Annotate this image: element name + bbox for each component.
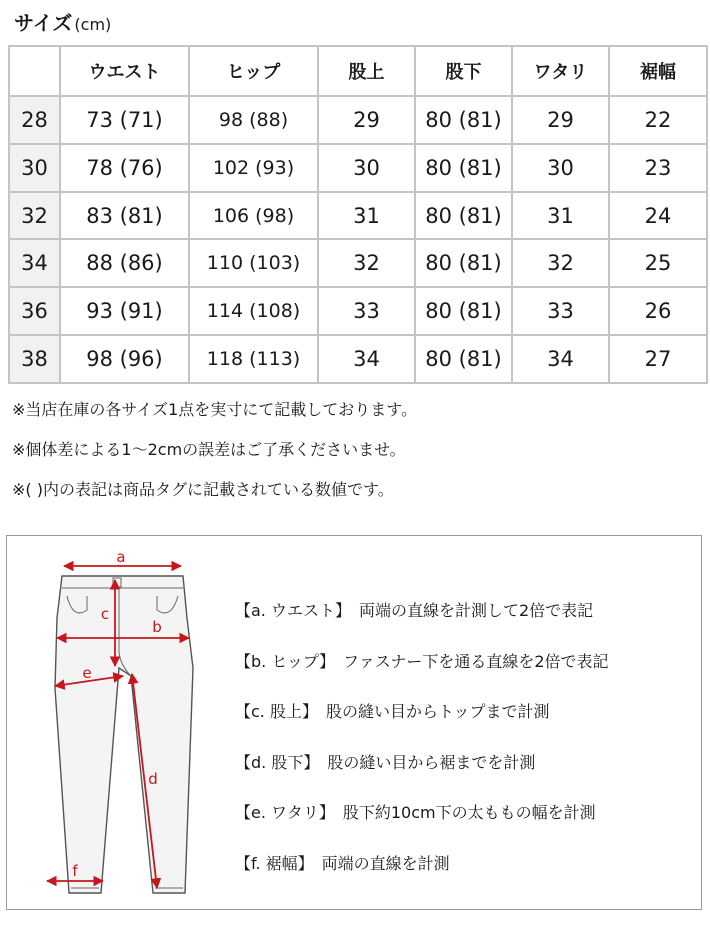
size-table xyxy=(8,45,708,384)
size-label: 28 xyxy=(9,96,60,144)
rise-cell: 29 xyxy=(318,96,415,144)
table-header-hem: 裾幅 xyxy=(609,46,707,96)
rise-cell: 32 xyxy=(318,239,415,287)
label-b: b xyxy=(152,618,162,636)
waist-cell: 73 (71) xyxy=(60,96,189,144)
measurement-guide-panel xyxy=(6,535,702,910)
legend-item-d xyxy=(235,744,609,795)
note-line: ※当店在庫の各サイズ1点を実寸にて記載しております。 xyxy=(12,400,418,419)
size-label: 32 xyxy=(9,192,60,240)
size-label: 34 xyxy=(9,239,60,287)
legend-item-a xyxy=(235,592,609,643)
hip-cell: 98 (88) xyxy=(189,96,318,144)
legend-label: 【b. ヒップ】 xyxy=(235,651,336,671)
label-d: d xyxy=(148,770,158,788)
note-line: ※個体差による1〜2cmの誤差はご了承くださいませ。 xyxy=(12,440,406,459)
inseam-cell: 80 (81) xyxy=(415,287,512,335)
label-a: a xyxy=(116,548,126,566)
hip-cell: 118 (113) xyxy=(189,335,318,383)
hem-cell: 24 xyxy=(609,192,707,240)
label-f: f xyxy=(72,862,78,880)
table-header-waist: ウエスト xyxy=(60,46,189,96)
legend-label: 【c. 股上】 xyxy=(235,702,318,721)
legend-desc: 股の縫い目から裾までを計測 xyxy=(327,752,536,772)
thigh-cell: 34 xyxy=(512,335,609,383)
rise-cell: 31 xyxy=(318,192,415,240)
hem-cell: 27 xyxy=(609,335,707,383)
legend-label: 【e. ワタリ】 xyxy=(235,803,335,822)
legend-item-b xyxy=(235,643,609,694)
notes xyxy=(12,396,417,516)
rise-cell: 33 xyxy=(318,287,415,335)
legend-label: 【f. 裾幅】 xyxy=(235,853,314,873)
waist-cell: 93 (91) xyxy=(60,287,189,335)
table-header-inseam: 股下 xyxy=(415,46,512,96)
table-row xyxy=(9,287,707,335)
thigh-cell: 30 xyxy=(512,144,609,192)
table-header-corner xyxy=(9,46,60,96)
size-label: 36 xyxy=(9,287,60,335)
rise-cell: 30 xyxy=(318,144,415,192)
inseam-cell: 80 (81) xyxy=(415,192,512,240)
inseam-cell: 80 (81) xyxy=(415,335,512,383)
label-c: c xyxy=(100,605,110,623)
label-e: e xyxy=(82,664,92,682)
table-row xyxy=(9,96,707,144)
legend-desc: 両端の直線を計測して2倍で表記 xyxy=(358,601,594,620)
hem-cell: 22 xyxy=(609,96,707,144)
hem-cell: 26 xyxy=(609,287,707,335)
inseam-cell: 80 (81) xyxy=(415,239,512,287)
legend-label: 【d. 股下】 xyxy=(235,752,320,772)
waist-cell: 88 (86) xyxy=(60,239,189,287)
legend-desc: 両端の直線を計測 xyxy=(321,853,450,873)
title-unit: (cm) xyxy=(74,15,112,34)
table-row xyxy=(9,192,707,240)
pants-outline xyxy=(55,576,193,893)
hip-cell: 114 (108) xyxy=(189,287,318,335)
hip-cell: 110 (103) xyxy=(189,239,318,287)
thigh-cell: 33 xyxy=(512,287,609,335)
legend-desc: ファスナー下を通る直線を2倍で表記 xyxy=(343,651,609,671)
title-text: サイズ xyxy=(14,11,73,35)
hip-cell: 106 (98) xyxy=(189,192,318,240)
inseam-cell: 80 (81) xyxy=(415,96,512,144)
legend-desc: 股下約10cm下の太ももの幅を計測 xyxy=(342,803,596,822)
size-label: 30 xyxy=(9,144,60,192)
legend-item-e xyxy=(235,794,609,845)
thigh-cell: 31 xyxy=(512,192,609,240)
measurement-legend xyxy=(235,592,609,895)
legend-desc: 股の縫い目からトップまで計測 xyxy=(325,702,550,721)
inseam-cell: 80 (81) xyxy=(415,144,512,192)
table-row xyxy=(9,335,707,383)
legend-label: 【a. ウエスト】 xyxy=(235,601,351,620)
thigh-cell: 32 xyxy=(512,239,609,287)
table-header-thigh: ワタリ xyxy=(512,46,609,96)
size-label: 38 xyxy=(9,335,60,383)
thigh-cell: 29 xyxy=(512,96,609,144)
hem-cell: 23 xyxy=(609,144,707,192)
table-header-hip: ヒップ xyxy=(189,46,318,96)
legend-item-c xyxy=(235,693,609,744)
pants-diagram xyxy=(35,548,215,903)
table-row xyxy=(9,144,707,192)
table-row xyxy=(9,239,707,287)
table-header-row xyxy=(9,46,707,96)
note-line: ※( )内の表記は商品タグに記載されている数値です。 xyxy=(12,480,394,499)
rise-cell: 34 xyxy=(318,335,415,383)
waist-cell: 98 (96) xyxy=(60,335,189,383)
hem-cell: 25 xyxy=(609,239,707,287)
waist-cell: 78 (76) xyxy=(60,144,189,192)
waist-cell: 83 (81) xyxy=(60,192,189,240)
hip-cell: 102 (93) xyxy=(189,144,318,192)
page-title xyxy=(14,8,111,38)
legend-item-f xyxy=(235,845,609,896)
table-header-rise: 股上 xyxy=(318,46,415,96)
